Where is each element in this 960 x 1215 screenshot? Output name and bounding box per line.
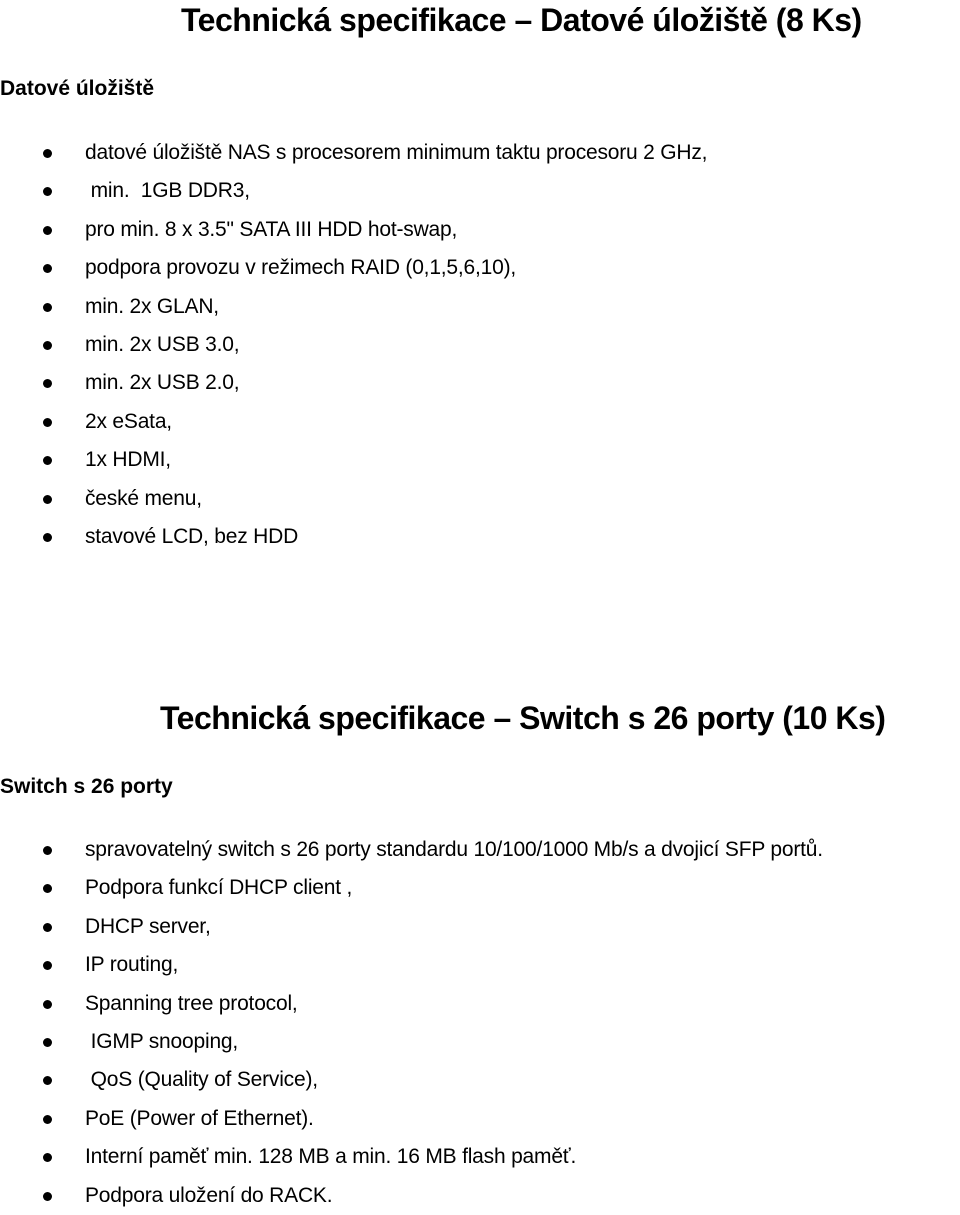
bullet-icon xyxy=(43,341,52,350)
bullet-icon xyxy=(43,303,52,312)
bullet-icon xyxy=(43,264,52,273)
switch-section-label: Switch s 26 porty xyxy=(0,775,173,798)
bullet-icon xyxy=(43,495,52,504)
list-item: QoS (Quality of Service), xyxy=(0,1061,823,1099)
list-item: min. 2x GLAN, xyxy=(0,288,707,326)
list-item: stavové LCD, bez HDD xyxy=(0,518,707,556)
list-item: spravovatelný switch s 26 porty standardu 10/100/1000 Mb/s a dvojicí SFP portů. xyxy=(0,831,823,869)
list-item: min. 2x USB 3.0, xyxy=(0,326,707,364)
bullet-icon xyxy=(43,187,52,196)
bullet-icon xyxy=(43,456,52,465)
list-item: 2x eSata, xyxy=(0,403,707,441)
bullet-icon xyxy=(43,884,52,893)
switch-spec-title: Technická specifikace – Switch s 26 porty (10 Ks) xyxy=(160,700,886,736)
list-item: IGMP snooping, xyxy=(0,1023,823,1061)
bullet-icon xyxy=(43,149,52,158)
bullet-icon xyxy=(43,961,52,970)
switch-spec-list xyxy=(0,831,823,1215)
list-item: Interní paměť min. 128 MB a min. 16 MB flash paměť. xyxy=(0,1138,823,1176)
bullet-icon xyxy=(43,1115,52,1124)
bullet-icon xyxy=(43,1153,52,1162)
list-item: min. 1GB DDR3, xyxy=(0,172,707,210)
bullet-icon xyxy=(43,533,52,542)
list-item: datové úložiště NAS s procesorem minimum taktu procesoru 2 GHz, xyxy=(0,134,707,172)
list-item: české menu, xyxy=(0,480,707,518)
bullet-icon xyxy=(43,923,52,932)
list-item: podpora provozu v režimech RAID (0,1,5,6,10), xyxy=(0,249,707,287)
list-item: Spanning tree protocol, xyxy=(0,985,823,1023)
list-item: Podpora funkcí DHCP client , xyxy=(0,869,823,907)
storage-spec-list xyxy=(0,134,707,556)
list-item: Podpora uložení do RACK. xyxy=(0,1177,823,1215)
storage-section-label: Datové úložiště xyxy=(0,77,155,100)
bullet-icon xyxy=(43,1192,52,1201)
list-item: PoE (Power of Ethernet). xyxy=(0,1100,823,1138)
storage-spec-title: Technická specifikace – Datové úložiště (8 Ks) xyxy=(181,2,862,38)
list-item: min. 2x USB 2.0, xyxy=(0,364,707,402)
list-item: 1x HDMI, xyxy=(0,441,707,479)
list-item: IP routing, xyxy=(0,946,823,984)
bullet-icon xyxy=(43,226,52,235)
list-item: DHCP server, xyxy=(0,908,823,946)
bullet-icon xyxy=(43,1038,52,1047)
bullet-icon xyxy=(43,418,52,427)
bullet-icon xyxy=(43,1076,52,1085)
bullet-icon xyxy=(43,1000,52,1009)
bullet-icon xyxy=(43,379,52,388)
list-item: pro min. 8 x 3.5" SATA III HDD hot-swap, xyxy=(0,211,707,249)
bullet-icon xyxy=(43,846,52,855)
